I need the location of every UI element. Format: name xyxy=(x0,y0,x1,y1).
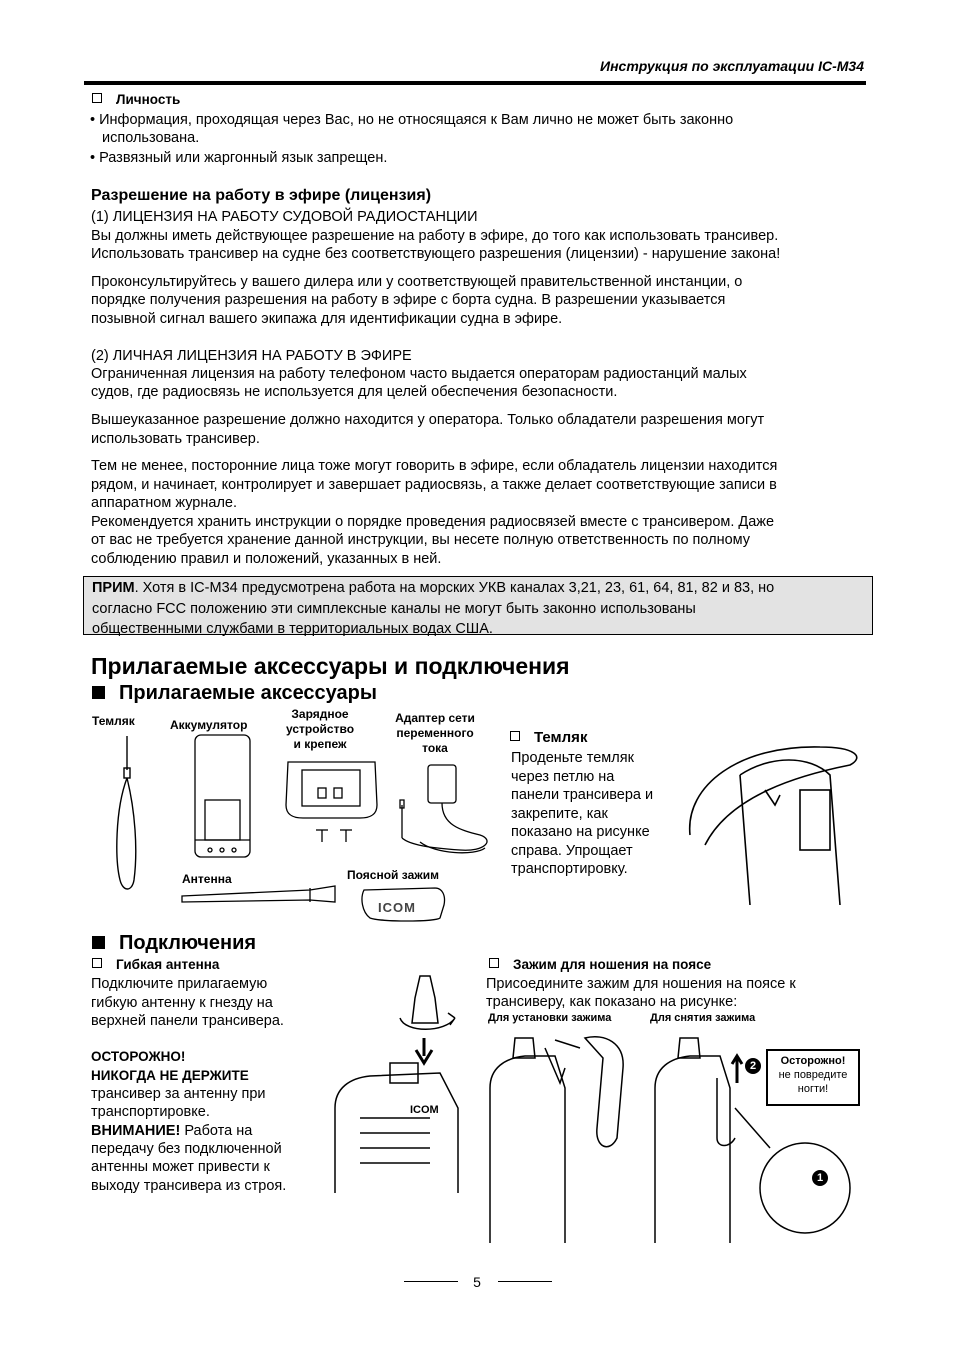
strap-drawing xyxy=(117,736,136,889)
privacy-heading-text: Личность xyxy=(116,92,181,107)
note-line-2: согласно FCC положению эти симплексные каналы не могут быть законно использованы xyxy=(92,600,696,617)
strap-text-3: панели трансивера и xyxy=(511,787,654,803)
adapter-drawing xyxy=(400,765,487,853)
clip-heading-text: Зажим для ношения на поясе xyxy=(513,957,712,972)
accessories-illustration xyxy=(90,730,510,930)
strap-label: Темляк xyxy=(92,714,135,728)
warn-box-l1: Осторожно! xyxy=(780,1055,846,1067)
license-p5-l5: от вас не требуется хранение данной инструкции, вы несете полную ответственность по полному xyxy=(91,532,751,548)
header-title: Инструкция по эксплуатации IC-M34 xyxy=(600,58,864,74)
adapter-label-l1: Адаптер сети xyxy=(395,711,475,725)
antenna-drawing xyxy=(182,886,335,902)
clip-logo: ICOM xyxy=(378,900,416,915)
note-line-3: общественными службами в территориальных водах США. xyxy=(92,621,493,637)
footer-rule-right xyxy=(498,1281,552,1282)
license-p3-l2: судов, где радиосвязь не используется для целей обеспечения безопасности. xyxy=(91,384,618,400)
antenna-heading xyxy=(92,956,219,975)
checkbox-icon xyxy=(92,93,102,103)
strap-heading xyxy=(510,729,587,748)
adapter-label-l3: тока xyxy=(422,741,448,755)
checkbox-icon xyxy=(92,958,102,968)
warning-text-1: Работа на xyxy=(180,1123,253,1139)
license-p4-l2: использовать трансивер. xyxy=(91,431,260,447)
strap-text-7: транспортировку. xyxy=(511,861,628,877)
strap-text-1: Проденьте темляк xyxy=(511,750,634,766)
checkbox-icon xyxy=(510,731,520,741)
license-p2-l3: позывной сигнал вашего экипажа для идентификации судна в эфире. xyxy=(91,311,563,327)
clip-heading xyxy=(489,956,711,975)
privacy-bullet-2: • Развязный или жаргонный язык запрещен. xyxy=(90,149,387,168)
battery-drawing xyxy=(195,735,250,857)
accessories-subtitle xyxy=(92,682,377,705)
license-p2-l2: порядке получения разрешения на работу в эфире с борта судна. В разрешении указывается xyxy=(91,292,726,308)
charger-label-l3: и крепеж xyxy=(293,737,347,751)
remove-label: Для снятия зажима xyxy=(650,1012,756,1024)
strap-heading-text: Темляк xyxy=(534,729,588,746)
warn-box-l2: не повредите xyxy=(778,1069,848,1081)
page-number: 5 xyxy=(473,1274,481,1290)
caution-text-2: транспортировке. xyxy=(91,1104,210,1120)
adapter-label-l2: переменного xyxy=(396,726,474,740)
connections-subtitle-text: Подключения xyxy=(119,932,257,954)
license-p5-l4: Рекомендуется хранить инструкции о порядке проведения радиосвязей вместе с трансивером. Даже xyxy=(91,514,775,530)
install-label: Для установки зажима xyxy=(488,1012,612,1024)
clip-label: Поясной зажим xyxy=(347,868,440,882)
strap-text-5: показано на рисунке xyxy=(511,824,650,840)
charger-label-l2: устройство xyxy=(285,722,355,736)
privacy-bullet-1: • Информация, проходящая через Вас, но не относящаяся к Вам лично не может быть законно xyxy=(90,111,733,130)
checkbox-icon xyxy=(489,958,499,968)
note-line-1-text: . Хотя в IC-M34 предусмотрена работа на морских УКВ каналах 3,21, 23, 61, 64, 81, 82 и 83, но xyxy=(134,580,775,596)
clip-text-2: трансиверу, как показано на рисунке: xyxy=(486,994,738,1010)
note-line-1 xyxy=(92,579,864,598)
warning-label: ВНИМАНИЕ! xyxy=(91,1123,181,1139)
license-p5-l1: Тем не менее, посторонние лица тоже могут говорить в эфире, если обладатель лицензии находится xyxy=(91,458,778,474)
license-sub1: (1) ЛИЦЕНЗИЯ НА РАБОТУ СУДОВОЙ РАДИОСТАНЦИИ xyxy=(91,209,478,225)
license-p4-l1: Вышеуказанное разрешение должно находится у оператора. Только обладатели разрешения могут xyxy=(91,412,765,428)
warning-text-4: выходу трансивера из строя. xyxy=(91,1178,287,1194)
header-rule xyxy=(84,81,866,85)
license-p1-l1: Вы должны иметь действующее разрешение на работу в эфире, до того как использовать трансивер. xyxy=(91,228,779,244)
charger-label-l1: Зарядное xyxy=(291,707,349,721)
connections-subtitle xyxy=(92,932,256,955)
antenna-text-2: гибкую антенну к гнезду на xyxy=(91,995,273,1011)
caution-text-1: трансивер за антенну при xyxy=(91,1086,266,1102)
battery-label: Аккумулятор xyxy=(170,718,248,732)
antenna-install-illustration xyxy=(330,968,475,1198)
license-p2-l1: Проконсультируйтесь у вашего дилера или у соответствующей правительственной инстанции, о xyxy=(91,274,743,290)
strap-text-2: через петлю на xyxy=(511,769,615,785)
clip-text-1: Присоедините зажим для ношения на поясе к xyxy=(486,976,796,992)
warning-text-2: передачу без подключенной xyxy=(91,1141,282,1157)
antenna-text-3: верхней панели трансивера. xyxy=(91,1013,284,1029)
caution-1: ОСТОРОЖНО! xyxy=(91,1049,186,1064)
footer-rule-left xyxy=(404,1281,458,1282)
license-p5-l2: рядом, и начинает, контролирует и завершает радиосвязь, а также делает соответствующие записи в xyxy=(91,477,777,493)
warn-box-l3: ногти! xyxy=(797,1083,829,1095)
accessories-subtitle-text: Прилагаемые аксессуары xyxy=(119,682,377,704)
license-p3-l1: Ограниченная лицензия на работу телефоном часто выдается операторам радиостанций малых xyxy=(91,366,747,382)
square-bullet-icon xyxy=(92,686,105,699)
license-p1-l2: Использовать трансивер на судне без соответствующего разрешения (лицензии) - нарушение закона! xyxy=(91,246,781,262)
strap-text-4: закрепите, как xyxy=(511,806,608,822)
caution-2: НИКОГДА НЕ ДЕРЖИТЕ xyxy=(91,1068,249,1083)
warning-line-1 xyxy=(91,1122,252,1141)
privacy-heading xyxy=(92,91,180,110)
charger-drawing xyxy=(286,762,377,842)
antenna-label: Антенна xyxy=(182,872,232,886)
square-bullet-icon xyxy=(92,936,105,949)
strap-on-radio-illustration xyxy=(680,735,870,910)
step-2-badge: 2 xyxy=(745,1058,761,1074)
note-box xyxy=(83,576,873,635)
antenna-heading-text: Гибкая антенна xyxy=(116,957,220,972)
warn-box xyxy=(767,1054,859,1096)
license-heading: Разрешение на работу в эфире (лицензия) xyxy=(91,187,432,204)
accessories-title: Прилагаемые аксессуары и подключения xyxy=(91,653,570,679)
license-p5-l3: аппаратном журнале. xyxy=(91,495,237,511)
license-sub2: (2) ЛИЧНАЯ ЛИЦЕНЗИЯ НА РАБОТУ В ЭФИРЕ xyxy=(91,348,412,364)
radio-logo: ICOM xyxy=(410,1104,439,1116)
privacy-bullet-1-cont: использована. xyxy=(102,130,200,146)
license-p5-l6: соблюдению правил и положений, указанных в ней. xyxy=(91,551,442,567)
strap-text-6: справа. Упрощает xyxy=(511,843,633,859)
antenna-text-1: Подключите прилагаемую xyxy=(91,976,268,992)
note-label: ПРИМ xyxy=(92,580,135,596)
step-1-badge: 1 xyxy=(812,1170,828,1186)
warning-text-3: антенны может привести к xyxy=(91,1159,270,1175)
